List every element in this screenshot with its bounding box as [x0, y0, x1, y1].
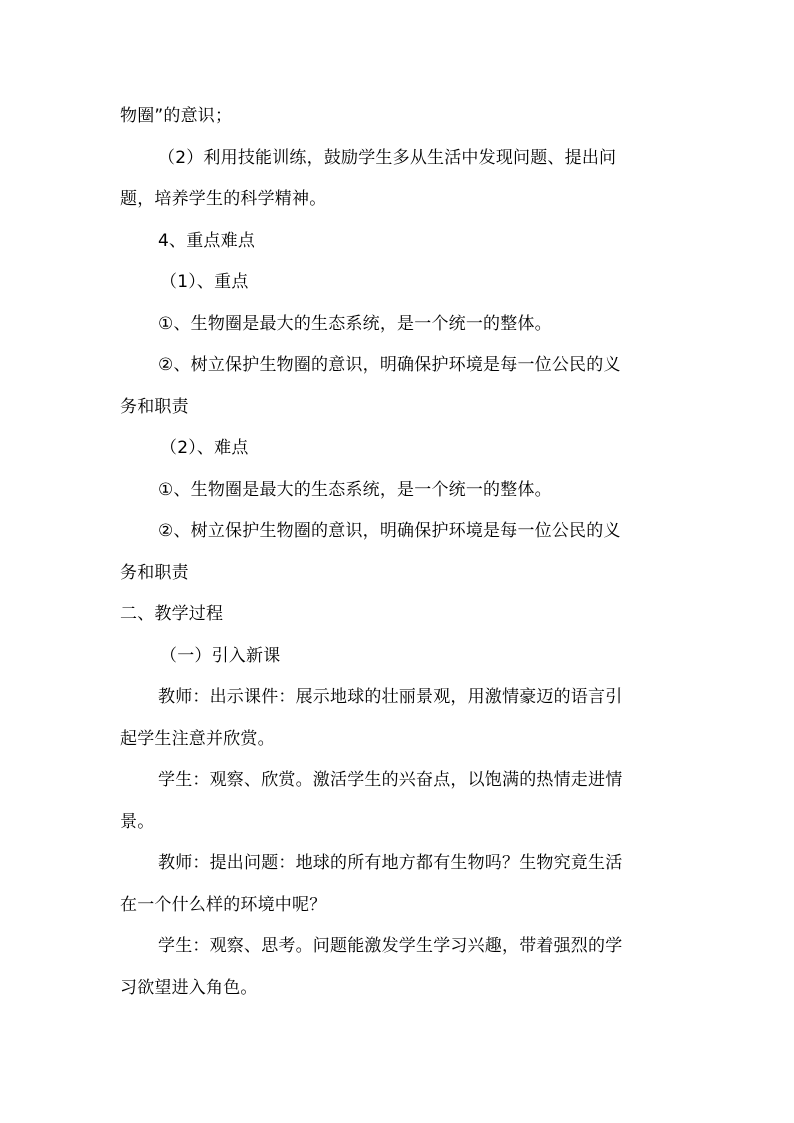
text-line: ②、树立保护生物圈的意识，明确保护环境是每一位公民的义 — [158, 521, 621, 541]
text-line: 物圈”的意识； — [120, 106, 233, 126]
text-line: 题，培养学生的科学精神。 — [120, 189, 327, 209]
subsection-heading: （2）、难点 — [160, 438, 249, 458]
text-line: ②、树立保护生物圈的意识，明确保护环境是每一位公民的义 — [158, 355, 621, 375]
text-line: 务和职责 — [120, 397, 189, 417]
subsection-heading: （一）引入新课 — [160, 646, 281, 666]
text-line: 在一个什么样的环境中呢？ — [120, 895, 327, 915]
text-line: 习欲望进入角色。 — [120, 978, 258, 998]
text-line: ①、生物圈是最大的生态系统，是一个统一的整体。 — [158, 314, 552, 334]
text-line: ①、生物圈是最大的生态系统，是一个统一的整体。 — [158, 480, 552, 500]
text-line: 景。 — [120, 812, 155, 832]
text-line: 务和职责 — [120, 563, 189, 583]
section-heading: 二、教学过程 — [120, 604, 224, 624]
text-line: 教师：出示课件：展示地球的壮丽景观，用激情豪迈的语言引 — [158, 687, 623, 707]
text-line: 教师：提出问题：地球的所有地方都有生物吗？生物究竟生活 — [158, 853, 623, 873]
text-line: （2）利用技能训练，鼓励学生多从生活中发现问题、提出问 — [158, 148, 617, 168]
section-heading: 4、重点难点 — [158, 231, 256, 251]
text-line: 学生：观察、欣赏。激活学生的兴奋点，以饱满的热情走进情 — [158, 770, 623, 790]
text-line: 起学生注意并欣赏。 — [120, 729, 275, 749]
subsection-heading: （1）、重点 — [160, 272, 249, 292]
text-line: 学生：观察、思考。问题能激发学生学习兴趣，带着强烈的学 — [158, 936, 623, 956]
